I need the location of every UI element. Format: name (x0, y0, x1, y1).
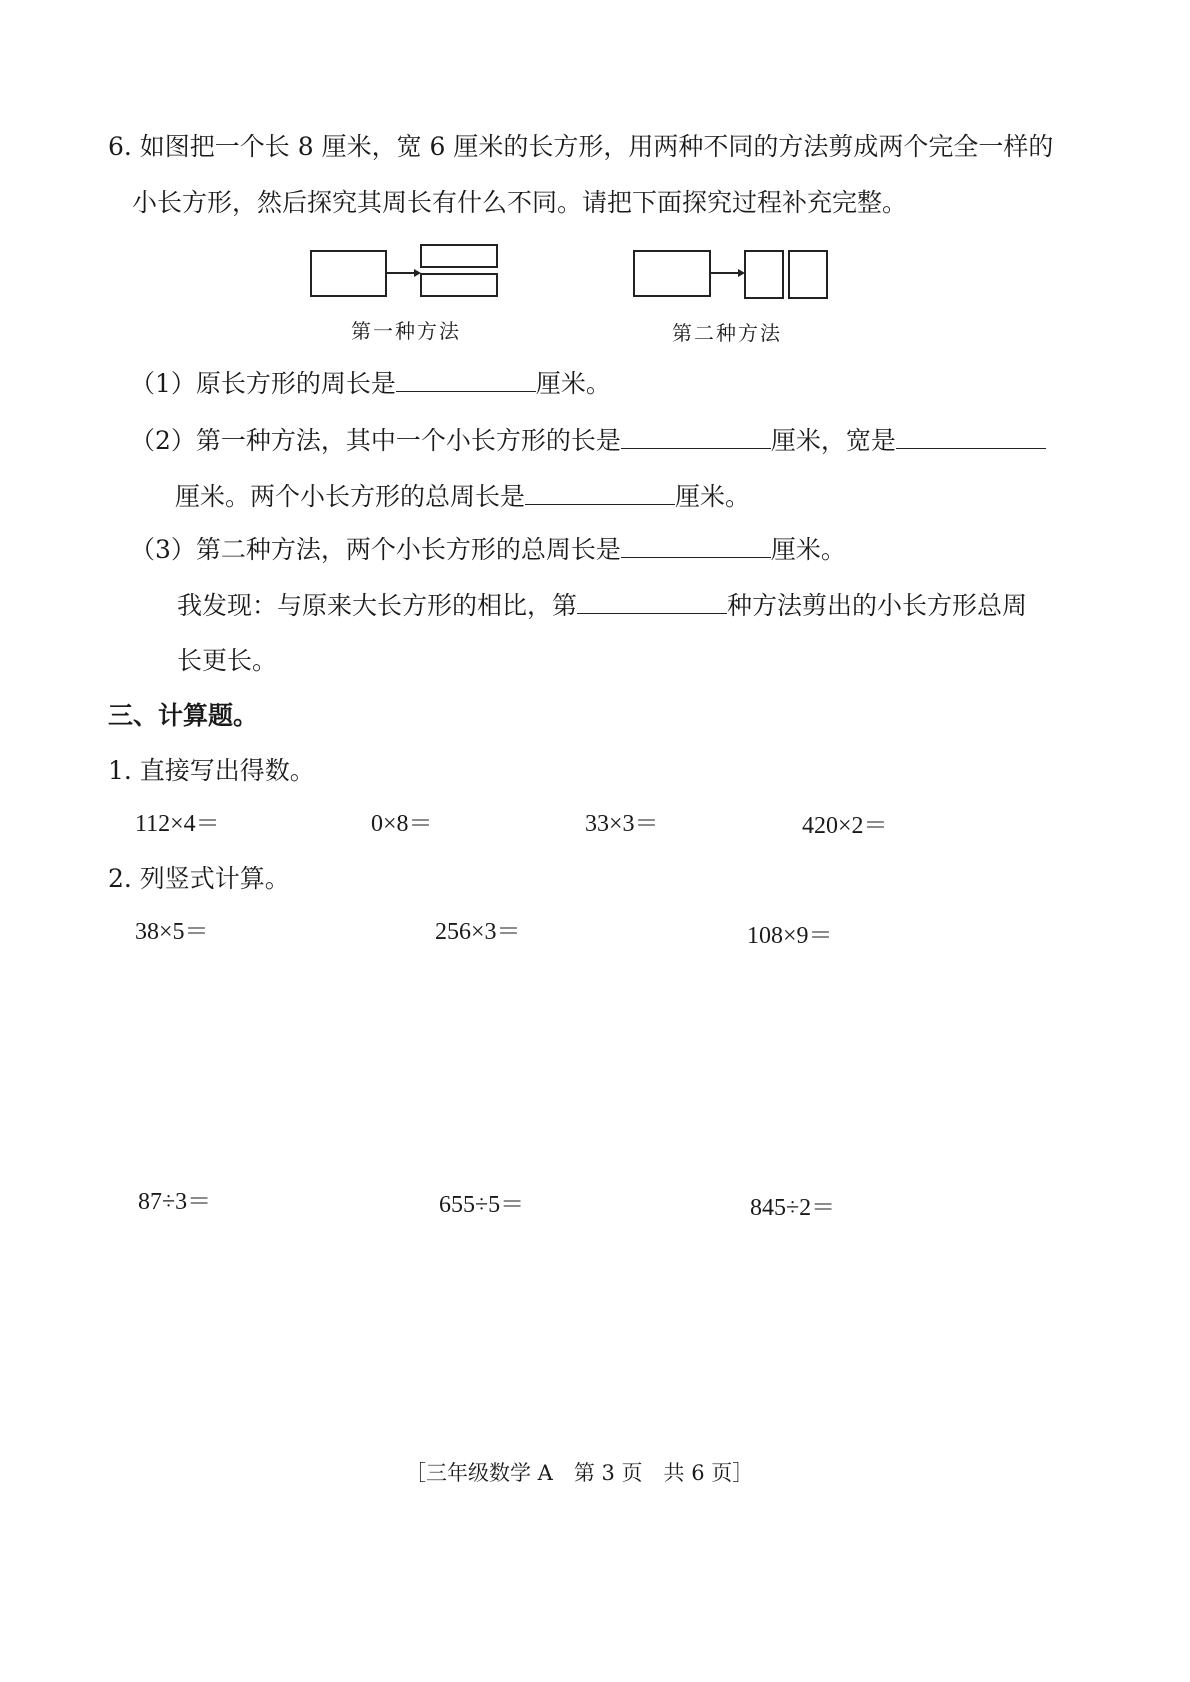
answer-blank-2c[interactable] (525, 484, 675, 505)
q6-part2-line1: （2）第一种方法，其中一个小长方形的长是 厘米，宽是 (130, 428, 1046, 453)
section-3-title: 三、计算题。 (108, 701, 259, 730)
page-footer: ［三年级数学 A 第 3 页 共 6 页］ (405, 1461, 754, 1485)
vertical-calc-1: 38×5＝ (135, 919, 209, 945)
small-rectangle-right (789, 251, 827, 298)
q6-part1: （1）原长方形的周长是 厘米。 (130, 369, 611, 398)
q1-title: 1. 直接写出得数。 (108, 756, 315, 785)
q2-title: 2. 列竖式计算。 (108, 864, 290, 893)
calc-item-2: 0×8＝ (371, 811, 433, 837)
answer-blank-3[interactable] (621, 537, 771, 558)
vertical-calc-4: 87÷3＝ (138, 1189, 212, 1215)
answer-blank-2b[interactable] (896, 428, 1046, 449)
q6-part3: （3）第二种方法，两个小长方形的总周长是 厘米。 (130, 535, 846, 564)
answer-blank-1[interactable] (396, 371, 536, 392)
q6-discovery-line2: 长更长。 (177, 646, 278, 675)
vertical-calc-3: 108×9＝ (747, 923, 833, 949)
small-rectangle-left (745, 251, 783, 298)
original-rectangle-2 (634, 251, 710, 296)
answer-blank-4[interactable] (577, 593, 727, 614)
caption-method-2: 第二种方法 (672, 321, 782, 345)
q6-part2-line2: 厘米。两个小长方形的总周长是 厘米。 (175, 482, 751, 511)
q6-line2: 小长方形，然后探究其周长有什么不同。请把下面探究过程补充完整。 (132, 188, 908, 217)
q6-discovery-line1: 我发现：与原来大长方形的相比，第 种方法剪出的小长方形总周 (177, 591, 1028, 620)
q6-line1: 6. 如图把一个长 8 厘米，宽 6 厘米的长方形，用两种不同的方法剪成两个完全一样的 (108, 132, 1054, 161)
small-rectangle-bottom (421, 274, 497, 296)
vertical-calc-6: 845÷2＝ (750, 1195, 836, 1221)
caption-method-1: 第一种方法 (351, 319, 461, 343)
calc-item-3: 33×3＝ (585, 811, 659, 837)
original-rectangle-1 (311, 251, 386, 296)
small-rectangle-top (421, 245, 497, 267)
answer-blank-2a[interactable] (621, 428, 771, 449)
rectangle-cutting-figures (0, 0, 1190, 360)
vertical-calc-2: 256×3＝ (435, 919, 521, 945)
calc-item-4: 420×2＝ (802, 813, 888, 839)
calc-item-1: 112×4＝ (135, 811, 220, 837)
vertical-calc-5: 655÷5＝ (439, 1192, 525, 1218)
